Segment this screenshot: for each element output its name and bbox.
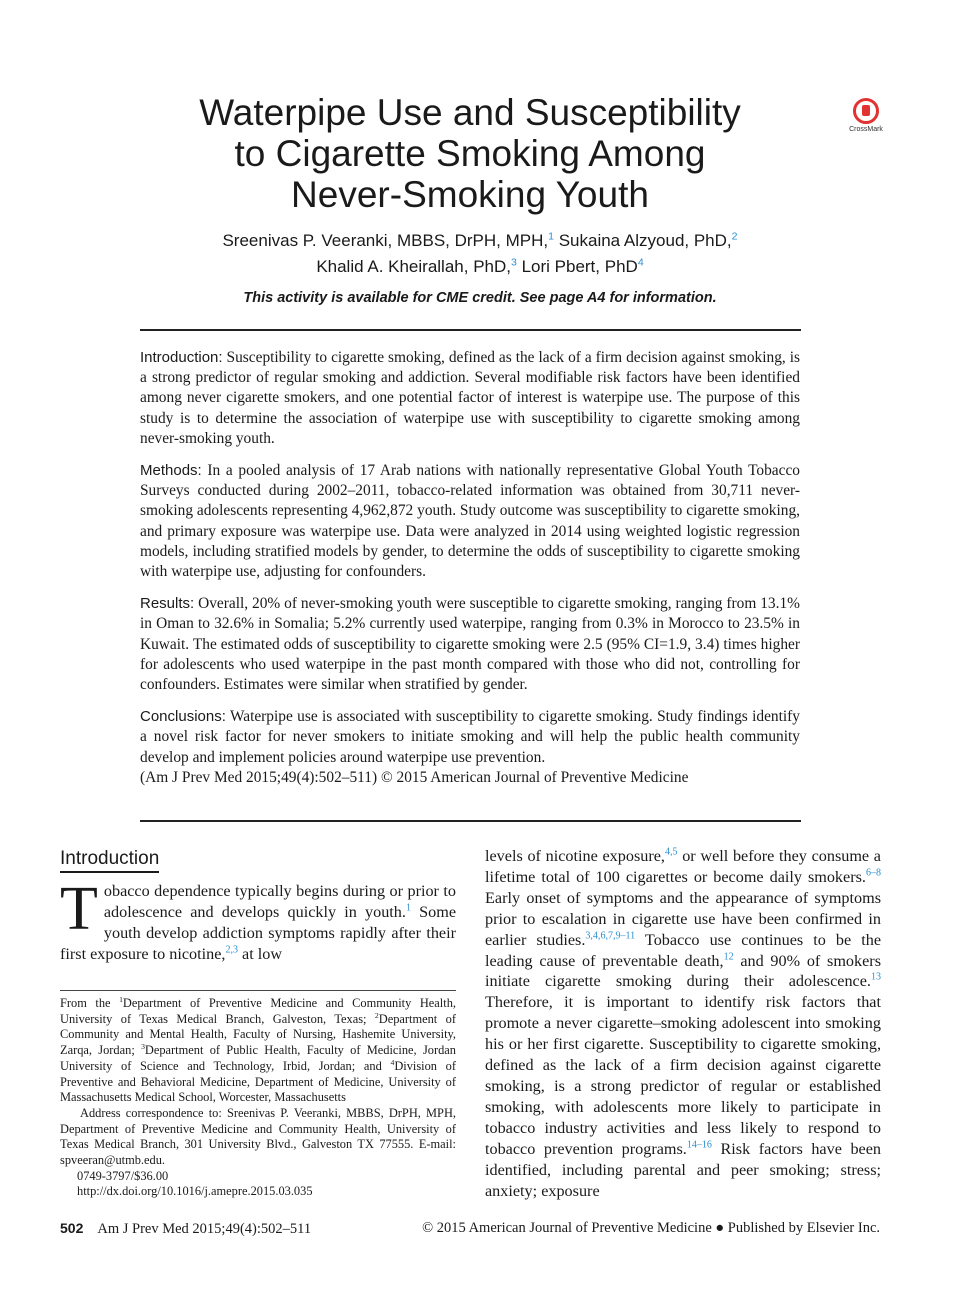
footer-left: [60, 1220, 311, 1238]
section-heading-introduction: Introduction: [60, 848, 159, 873]
body-text: at low: [237, 944, 283, 963]
author-name: Sukaina Alzyoud, PhD,: [558, 231, 732, 250]
page-number: 502: [60, 1220, 84, 1236]
reference-link[interactable]: 13: [870, 972, 881, 984]
reference-link[interactable]: 1: [405, 902, 411, 914]
abstract-results: [140, 594, 800, 695]
footer-copyright: © 2015 American Journal of Preventive Medicine ● Published by Elsevier Inc.: [422, 1220, 880, 1236]
issn-price: 0749-3797/$36.00: [77, 1168, 169, 1183]
body-text: Some youth develop addiction symptoms rapidly after their first exposure to nicotine,: [60, 902, 457, 963]
author-affiliation-ref[interactable]: 1: [548, 230, 554, 243]
abstract-bottom-rule: [140, 820, 801, 822]
intro-paragraph-left: [60, 875, 457, 965]
reference-link[interactable]: 12: [723, 951, 734, 963]
abstract: [140, 348, 800, 800]
correspondence-address: [60, 1106, 456, 1169]
abstract-methods-text: In a pooled analysis of 17 Arab nations with nationally representative Global Youth Tobacco Surveys conducted during 2002–2011, tobacco-related information was obtained from 30,711 never-smoking adolescents representing 4,962,872 youth. Study outcome was susceptibility to cigarette smoking, and primary exposure was waterpipe use. Data were analyzed in 2014 using weighted logistic regression models, including stratified models by gender, to determine the odds of susceptibility to cigarette smoking with waterpipe use, adjusting for confounders.: [140, 462, 800, 581]
abstract-conclusions-text: Waterpipe use is associated with susceptibility to cigarette smoking. Study findings identify a novel risk factor for never smokers to initiate smoking and will help the public health community develop and implement policies around waterpipe use prevention.: [140, 708, 800, 766]
crossmark-icon: [853, 98, 879, 124]
body-column-left: [60, 846, 456, 965]
doi-link[interactable]: http://dx.doi.org/10.1016/j.amepre.2015.03.035: [77, 1184, 313, 1199]
abstract-conclusions: [140, 707, 800, 768]
article-title: [150, 92, 790, 215]
author-list: [130, 228, 830, 280]
reference-link[interactable]: 4,5: [664, 846, 678, 858]
crossmark-label: CrossMark: [849, 126, 883, 133]
title-line-2: to Cigarette Smoking Among: [234, 133, 706, 174]
abstract-methods-label: Methods:: [140, 462, 202, 480]
reference-link[interactable]: 14–16: [686, 1139, 712, 1151]
author-name: Khalid A. Kheirallah, PhD,: [316, 257, 511, 276]
crossmark-badge[interactable]: [846, 98, 886, 133]
author-affiliation-ref[interactable]: 4: [637, 256, 644, 269]
drop-cap: T: [60, 875, 98, 943]
reference-link[interactable]: 3,4,6,7,9–11: [585, 930, 636, 942]
abstract-top-rule: [140, 329, 801, 331]
author-affiliation-ref[interactable]: 3: [510, 256, 517, 269]
body-column-right: [485, 846, 881, 1201]
cme-note: This activity is available for CME credit. See page A4 for information.: [243, 290, 717, 306]
abstract-methods: [140, 461, 800, 582]
intro-paragraph-right: levels of nicotine exposure,$^{4,5}$ or well before they consume a lifetime total of 100 cigarettes or become daily smokers.$^{6-8}$ Early onset of symptoms and the appearance of symptoms prior to escalation in cigarette use have been confirmed in earlier studies.$^{3,4,6,7,9-11}$ Tobacco use continues to be the leading cause of preventable death,$^{12}$ and 90% of smokers initiate cigarette smoking during their adolescence.$^{13}$ Therefore, it is important to identify risk factors that promote a never cigarette–smoking adolescent into smoking his or her first cigarette. Susceptibility to cigarette smoking, defined as the lack of a firm decision against cigarette smoking, is a strong predictor of regular or established smoking, with adolescents more likely to participate in tobacco industry activities and less likely to respond to tobacco prevention programs.$^{14-16}$ Risk factors have been identified, including parental and peer smoking; stress; anxiety; exposure: [485, 846, 882, 1200]
body-text: obacco dependence typically begins during or prior to adolescence and develops quickly in youth.: [103, 882, 456, 921]
reference-link[interactable]: 6–8: [865, 867, 881, 879]
abstract-results-label: Results:: [140, 595, 195, 613]
abstract-introduction-text: Susceptibility to cigarette smoking, defined as the lack of a firm decision against smoking, is a strong predictor of regular smoking and addiction. Several modifiable risk factors have been identified among never cigarette smokers, and one potential factor of interest is waterpipe use. The purpose of this study is to determine the association of waterpipe use with susceptibility to cigarette smoking among never-smoking youth.: [140, 349, 800, 447]
journal-reference: Am J Prev Med 2015;49(4):502–511: [97, 1221, 312, 1237]
reference-link[interactable]: 2,3: [225, 944, 238, 956]
correspondence-text: Address correspondence to: Sreenivas P. Veeranki, MBBS, DrPH, MPH, Department of Preventive Medicine and Community Health, University of Texas Medical Branch, 301 University Blvd., Galveston TX 77555. E-mail: spveeran@utmb.edu.: [60, 1105, 456, 1168]
abstract-introduction: [140, 348, 800, 449]
author-name: Lori Pbert, PhD: [521, 257, 638, 276]
abstract-introduction-label: Introduction:: [140, 349, 223, 366]
abstract-conclusions-label: Conclusions:: [140, 708, 226, 726]
abstract-results-text: Overall, 20% of never-smoking youth were susceptible to cigarette smoking, ranging from 13.1% in Oman to 32.6% in Somalia; 5.2% currently used waterpipe, ranging from 0.3% in Morocco to 23.5% in Kuwait. The estimated odds of susceptibility to cigarette smoking were 2.5 (95% CI=1.9, 3.4) times higher for adolescents who used waterpipe in the past month compared with those who did not, controlling for confounders. Estimates were similar when stratified by gender.: [140, 595, 800, 694]
abstract-citation: (Am J Prev Med 2015;49(4):502–511) © 2015 American Journal of Preventive Medicine: [140, 768, 689, 786]
author-affiliation-ref[interactable]: 2: [731, 230, 738, 243]
author-name: Sreenivas P. Veeranki, MBBS, DrPH, MPH,: [222, 231, 549, 250]
title-line-1: Waterpipe Use and Susceptibility: [199, 92, 741, 133]
title-line-3: Never-Smoking Youth: [291, 174, 649, 215]
affiliations-text: From the $^1$Department of Preventive Medicine and Community Health, University of Texas Medical Branch, Galveston, Texas; $^2$Department of Community and Mental Health, Faculty of Nursing, Hashemite University, Zarqa, Jordan; $^3$Department of Public Health, Faculty of Medicine, Jordan University of Science and Technology, Irbid, Jordan; and $^4$Division of Preventive and Behavioral Medicine, Department of Medicine, University of Massachusetts Medical School, Worcester, Massachusetts: [60, 994, 457, 1105]
affiliations-footnote: [60, 990, 456, 1200]
